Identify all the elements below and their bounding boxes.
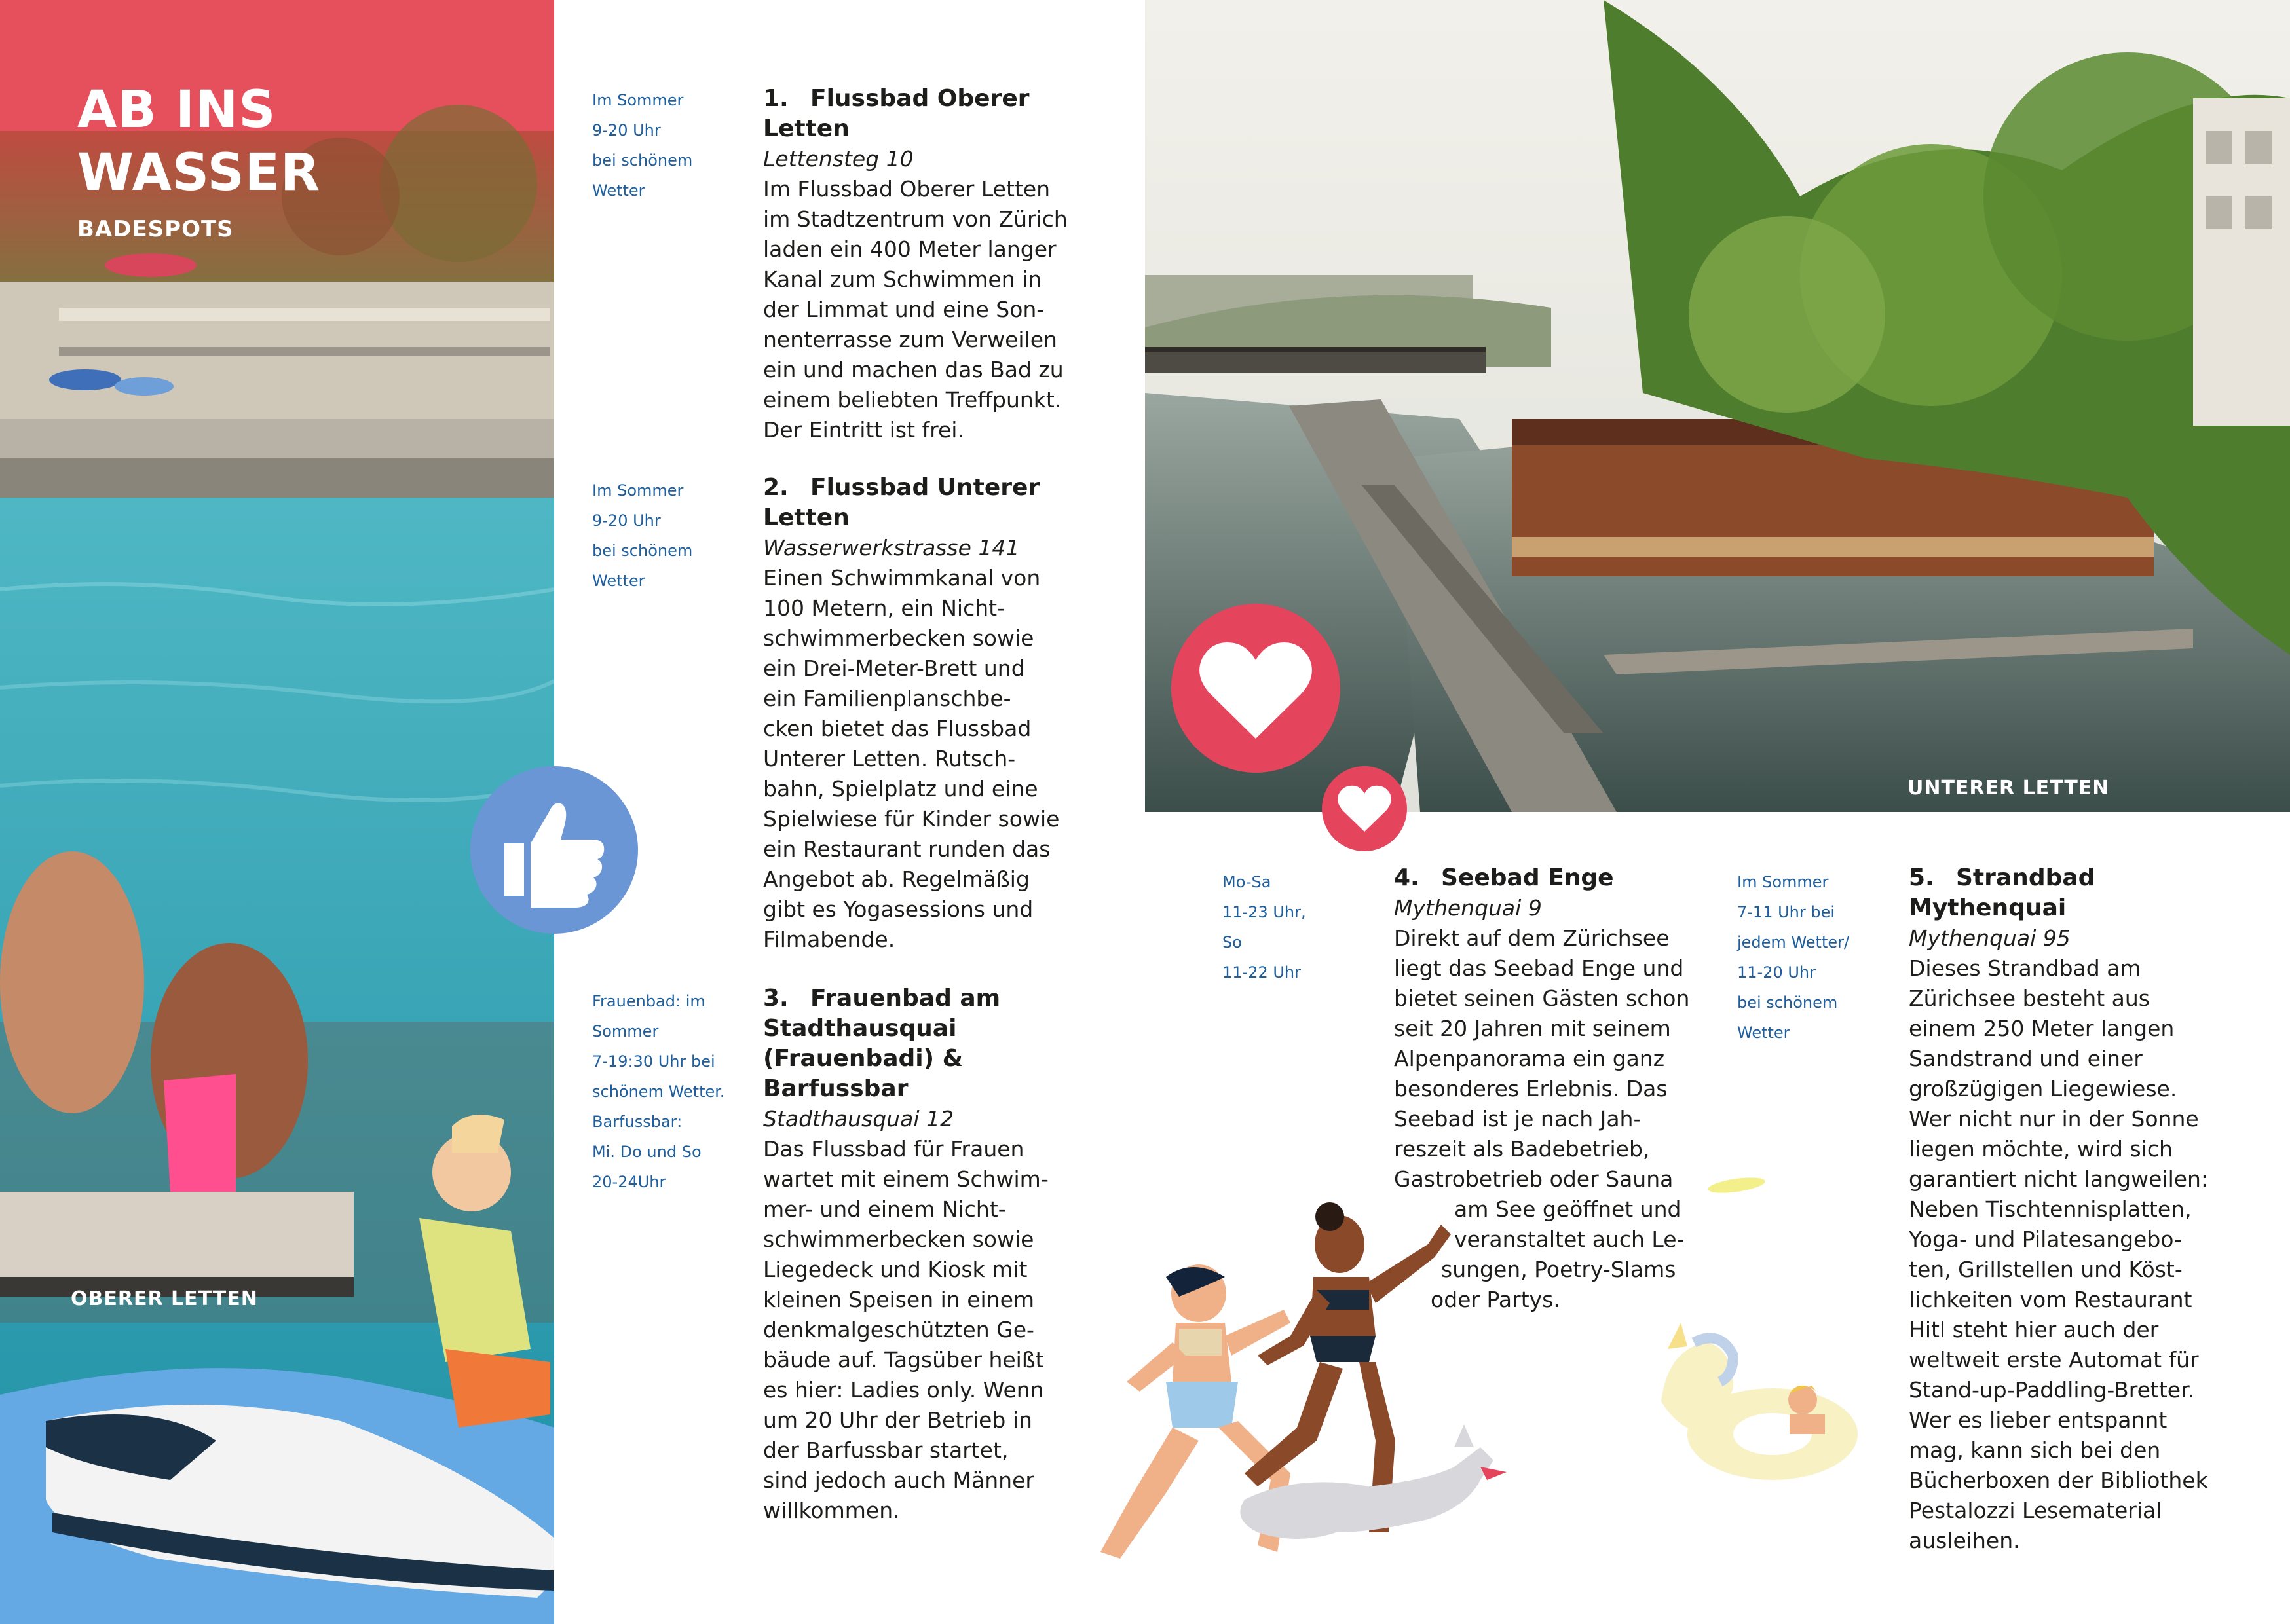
text-line: bäude auf. Tagsüber heißt xyxy=(763,1347,1044,1373)
meta-line: Wetter xyxy=(592,572,645,590)
text-line: besonderes Erlebnis. Das xyxy=(1394,1076,1668,1101)
meta-line: Sommer xyxy=(592,1022,659,1041)
meta-line: 11-22 Uhr xyxy=(1222,963,1302,982)
entry-4-address: Mythenquai 9 xyxy=(1394,895,1542,921)
meta-line: bei schönem xyxy=(1737,993,1838,1012)
entry-4-hours xyxy=(1222,867,1306,987)
text-line: Yoga- und Pilatesangebo- xyxy=(1909,1227,2183,1252)
entry-3-description xyxy=(763,1134,1049,1526)
text-line: um 20 Uhr der Betrieb in xyxy=(763,1407,1032,1433)
title-line: Mythenquai xyxy=(1909,895,2067,921)
entry-2-description xyxy=(763,563,1059,955)
title-line: (Frauenbadi) & xyxy=(763,1045,964,1072)
heart-icon xyxy=(1322,766,1407,851)
meta-line: schönem Wetter. xyxy=(592,1082,725,1101)
meta-line: Im Sommer xyxy=(592,481,684,500)
title-line-2: WASSER xyxy=(77,143,321,202)
entry-2 xyxy=(763,473,1059,955)
text-line: sungen, Poetry-Slams xyxy=(1441,1257,1676,1282)
text-line: lichkeiten vom Restaurant xyxy=(1909,1287,2192,1312)
text-line: Filmabende. xyxy=(763,927,895,952)
meta-line: Wetter xyxy=(1737,1024,1790,1042)
text-line: kleinen Speisen in einem xyxy=(763,1287,1035,1312)
entry-number: 2. xyxy=(763,474,789,501)
frisbee-illustration xyxy=(1707,1172,1766,1198)
text-line: ten, Grillstellen und Köst- xyxy=(1909,1257,2183,1282)
entry-5-description xyxy=(1909,953,2208,1556)
right-photo-caption: UNTERER LETTEN xyxy=(1907,777,2110,800)
entry-number: 5. xyxy=(1909,864,1934,891)
entry-1-description xyxy=(763,174,1068,445)
text-line: Dieses Strandbad am xyxy=(1909,955,2141,981)
text-line: schwimmerbecken sowie xyxy=(763,625,1034,651)
text-line: Wer es lieber entspannt xyxy=(1909,1407,2168,1433)
entry-1-address: Lettensteg 10 xyxy=(763,146,914,172)
text-line: Bücherboxen der Bibliothek xyxy=(1909,1467,2208,1493)
text-line: Sandstrand und einer xyxy=(1909,1046,2143,1071)
text-line: denkmalgeschützten Ge- xyxy=(763,1317,1034,1342)
text-line: veranstaltet auch Le- xyxy=(1454,1227,1685,1252)
page-title xyxy=(77,79,320,242)
thumbs-up-bubble xyxy=(470,766,638,934)
text-line: 100 Metern, ein Nicht- xyxy=(763,595,1005,621)
text-line: laden ein 400 Meter langer xyxy=(763,236,1057,262)
text-line: ein und machen das Bad zu xyxy=(763,357,1064,382)
meta-line: bei schönem xyxy=(592,542,693,560)
heart-bubble-small xyxy=(1322,766,1407,851)
title-line-1: AB INS xyxy=(77,81,276,139)
title-line: Letten xyxy=(763,115,850,142)
text-line: einem beliebten Treffpunkt. xyxy=(763,387,1062,413)
entry-3 xyxy=(763,984,1049,1526)
meta-line: Im Sommer xyxy=(592,91,684,109)
title-line: Letten xyxy=(763,504,850,531)
text-line: der Barfussbar startet, xyxy=(763,1437,1009,1463)
meta-line: Mi. Do und So xyxy=(592,1143,702,1161)
entry-5-address: Mythenquai 95 xyxy=(1909,925,2071,951)
left-photo-caption: OBERER LETTEN xyxy=(71,1287,258,1310)
entry-5 xyxy=(1909,863,2208,1556)
entry-5-hours xyxy=(1737,867,1849,1048)
meta-line: 11-23 Uhr, xyxy=(1222,903,1306,921)
text-line: im Stadtzentrum von Zürich xyxy=(763,206,1068,232)
text-line: Hitl steht hier auch der xyxy=(1909,1317,2159,1342)
entry-number: 1. xyxy=(763,85,789,112)
text-line: großzügigen Liegewiese. xyxy=(1909,1076,2177,1101)
entry-number: 3. xyxy=(763,985,789,1012)
meta-line: 11-20 Uhr xyxy=(1737,963,1816,982)
entry-2-hours xyxy=(592,475,692,596)
meta-line: 7-19:30 Uhr bei xyxy=(592,1052,715,1071)
meta-line: 20-24Uhr xyxy=(592,1173,666,1191)
text-line: Pestalozzi Lesematerial xyxy=(1909,1498,2162,1523)
text-line: Spielwiese für Kinder sowie xyxy=(763,806,1060,832)
heart-bubble-large xyxy=(1171,604,1340,773)
meta-line: 7-11 Uhr bei xyxy=(1737,903,1835,921)
text-line: reszeit als Badebetrieb, xyxy=(1394,1136,1650,1162)
subtitle: BADESPOTS xyxy=(77,216,234,242)
text-line: Kanal zum Schwimmen in xyxy=(763,267,1042,292)
text-line: liegt das Seebad Enge und xyxy=(1394,955,1684,981)
entry-number: 4. xyxy=(1394,864,1419,891)
text-line: es hier: Ladies only. Wenn xyxy=(763,1377,1044,1403)
text-line: der Limmat und eine Son- xyxy=(763,297,1045,322)
entry-5-title xyxy=(1909,863,2208,893)
text-line: ein Restaurant runden das xyxy=(763,836,1051,862)
title-line: Stadthausquai xyxy=(763,1015,957,1042)
meta-line: Im Sommer xyxy=(1737,873,1829,891)
text-line: oder Partys. xyxy=(1431,1287,1560,1312)
illustration-unicorn-float xyxy=(1635,1323,1871,1493)
text-line: gibt es Yogasessions und xyxy=(763,896,1034,922)
title-line: Flussbad Oberer xyxy=(810,85,1030,112)
text-line: Neben Tischtennisplatten, xyxy=(1909,1196,2192,1222)
title-line: Barfussbar xyxy=(763,1075,909,1102)
entry-3-hours xyxy=(592,986,725,1197)
entry-1-title xyxy=(763,84,1068,114)
text-line: Das Flussbad für Frauen xyxy=(763,1136,1024,1162)
heart-icon xyxy=(1171,604,1340,773)
entry-2-address: Wasserwerkstrasse 141 xyxy=(763,535,1020,561)
title-line: Frauenbad am xyxy=(810,985,1001,1012)
title-line: Flussbad Unterer xyxy=(810,474,1040,501)
text-line: Wer nicht nur in der Sonne xyxy=(1909,1106,2199,1132)
text-line: Alpenpanorama ein ganz xyxy=(1394,1046,1665,1071)
entry-2-title xyxy=(763,473,1059,503)
text-line: weltweit erste Automat für xyxy=(1909,1347,2199,1373)
title-line: Seebad Enge xyxy=(1441,864,1614,891)
meta-line: Mo-Sa xyxy=(1222,873,1271,891)
meta-line: jedem Wetter/ xyxy=(1737,933,1850,951)
text-line: mer- und einem Nicht- xyxy=(763,1196,1006,1222)
text-line: einem 250 Meter langen xyxy=(1909,1016,2175,1041)
title-line: Strandbad xyxy=(1956,864,2095,891)
meta-line: Wetter xyxy=(592,181,645,200)
text-line: ausleihen. xyxy=(1909,1528,2020,1553)
text-line: am See geöffnet und xyxy=(1454,1196,1681,1222)
text-line: Stand-up-Paddling-Bretter. xyxy=(1909,1377,2195,1403)
text-line: Einen Schwimmkanal von xyxy=(763,565,1041,591)
text-line: bietet seinen Gästen schon xyxy=(1394,986,1690,1011)
text-line: bahn, Spielplatz und eine xyxy=(763,776,1038,802)
meta-line: 9-20 Uhr xyxy=(592,511,661,530)
meta-line: So xyxy=(1222,933,1242,951)
text-line: Seebad ist je nach Jah- xyxy=(1394,1106,1642,1132)
text-line: ein Familienplanschbe- xyxy=(763,686,1011,711)
entry-3-title xyxy=(763,984,1049,1014)
text-line: Zürichsee besteht aus xyxy=(1909,986,2150,1011)
text-line: wartet mit einem Schwim- xyxy=(763,1166,1049,1192)
text-line: schwimmerbecken sowie xyxy=(763,1227,1034,1252)
text-line: mag, kann sich bei den xyxy=(1909,1437,2161,1463)
text-line: willkommen. xyxy=(763,1498,900,1523)
meta-line: 9-20 Uhr xyxy=(592,121,661,139)
entry-3-address: Stadthausquai 12 xyxy=(763,1106,954,1132)
text-line: Der Eintritt ist frei. xyxy=(763,417,964,443)
text-line: Angebot ab. Regelmäßig xyxy=(763,866,1030,892)
text-line: sind jedoch auch Männer xyxy=(763,1467,1034,1493)
text-line: nenterrasse zum Verweilen xyxy=(763,327,1057,352)
thumbs-up-icon xyxy=(470,766,638,934)
entry-1 xyxy=(763,84,1068,445)
text-line: Liegedeck und Kiosk mit xyxy=(763,1257,1028,1282)
meta-line: Frauenbad: im xyxy=(592,992,705,1010)
text-line: cken bietet das Flussbad xyxy=(763,716,1032,741)
meta-line: Barfussbar: xyxy=(592,1113,683,1131)
text-line: ein Drei-Meter-Brett und xyxy=(763,655,1025,681)
text-line: seit 20 Jahren mit seinem xyxy=(1394,1016,1671,1041)
text-line: Unterer Letten. Rutsch- xyxy=(763,746,1016,771)
meta-line: bei schönem xyxy=(592,151,693,170)
entry-1-hours xyxy=(592,85,692,206)
text-line: Gastrobetrieb oder Sauna xyxy=(1394,1166,1674,1192)
entry-4-title xyxy=(1394,863,1689,893)
text-line: Direkt auf dem Zürichsee xyxy=(1394,925,1670,951)
text-line: Im Flussbad Oberer Letten xyxy=(763,176,1051,202)
illustration-beach-runners-dog xyxy=(1061,1166,1533,1585)
text-line: liegen möchte, wird sich xyxy=(1909,1136,2173,1162)
text-line: garantiert nicht langweilen: xyxy=(1909,1166,2209,1192)
